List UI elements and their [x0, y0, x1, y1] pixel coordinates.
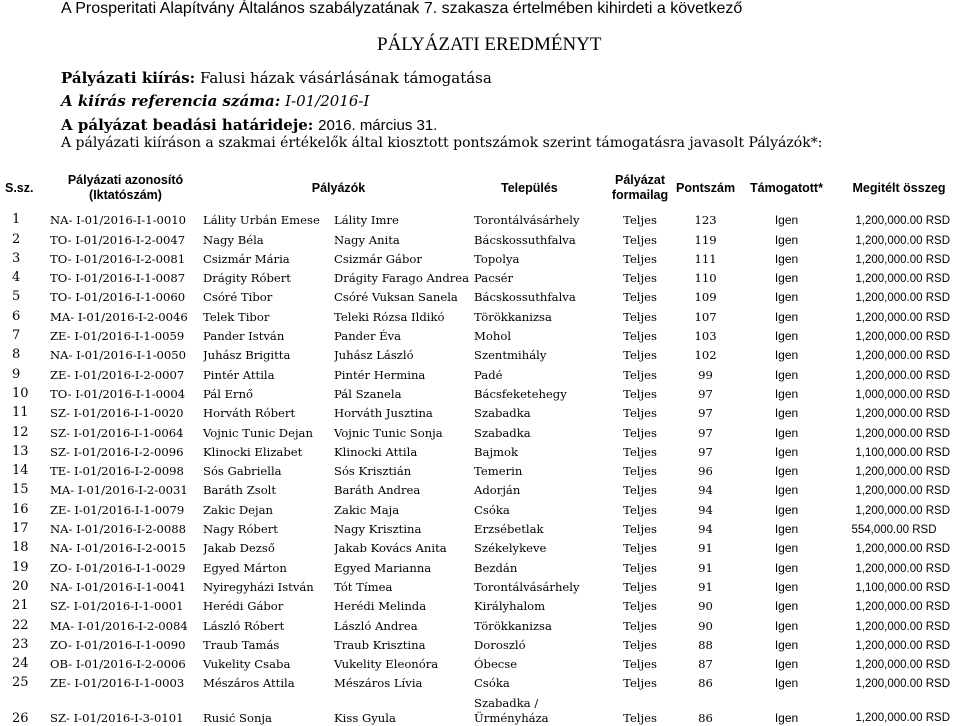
- applicant-2-cell: Horváth Jusztina: [334, 406, 433, 421]
- supported-cell: Igen: [774, 290, 799, 305]
- application-id-cell: ZE- I-01/2016-I-1-0079: [50, 502, 185, 517]
- table-row: [0, 671, 960, 690]
- row-number-cell: 26: [12, 711, 29, 726]
- awarded-amount-cell: 1,200,000.00 RSD: [855, 427, 951, 440]
- awarded-amount-cell: 1,200,000.00 RSD: [855, 234, 951, 247]
- points-cell: 91: [698, 579, 713, 594]
- table-row: [0, 652, 960, 671]
- form-status-cell: Teljes: [623, 522, 657, 537]
- row-number-cell: 25: [12, 675, 29, 691]
- applicant-2-cell: Mészáros Lívia: [334, 676, 423, 691]
- points-cell: 94: [698, 502, 713, 517]
- page-title: PÁLYÁZATI EREDMÉNYT: [377, 34, 602, 55]
- application-id-cell: NA- I-01/2016-I-1-0041: [50, 579, 186, 594]
- awarded-amount-cell: 1,100,000.00 RSD: [855, 581, 951, 594]
- application-id-cell: MA- I-01/2016-I-2-0084: [50, 618, 188, 633]
- form-status-cell: Teljes: [623, 213, 657, 228]
- applicant-2-cell: Zakic Maja: [334, 502, 400, 517]
- supported-cell: Igen: [774, 657, 799, 672]
- applicant-1-cell: Vojnic Tunic Dejan: [203, 425, 313, 440]
- supported-cell: Igen: [774, 599, 799, 614]
- table-row: [0, 285, 960, 304]
- points-cell: 97: [698, 386, 713, 401]
- table-row: [0, 420, 960, 439]
- table-row: [0, 497, 960, 516]
- supported-cell: Igen: [774, 367, 799, 382]
- awarded-amount-cell: 1,200,000.00 RSD: [855, 215, 951, 228]
- supported-cell: Igen: [774, 541, 799, 556]
- awarded-amount-cell: 1,200,000.00 RSD: [855, 253, 951, 266]
- points-cell: 94: [698, 522, 713, 537]
- points-cell: 90: [698, 618, 713, 633]
- awarded-amount-cell: 1,100,000.00 RSD: [855, 446, 951, 459]
- form-status-cell: Teljes: [623, 502, 657, 517]
- points-cell: 97: [698, 406, 713, 421]
- application-id-cell: TO- I-01/2016-I-1-0060: [50, 290, 186, 305]
- applicant-2-cell: Egyed Marianna: [334, 560, 432, 575]
- points-cell: 91: [698, 541, 713, 556]
- table-row: [0, 382, 960, 401]
- row-number-cell: 5: [12, 289, 21, 305]
- form-status-cell: Teljes: [623, 348, 657, 363]
- applicant-2-cell: Kiss Gyula: [334, 711, 396, 726]
- applicant-2-cell: Sós Krisztián: [334, 464, 412, 479]
- table-row: [0, 517, 960, 536]
- application-id-cell: TO- I-01/2016-I-1-0004: [50, 386, 186, 401]
- row-number-cell: 6: [12, 308, 21, 324]
- awarded-amount-cell: 1,200,000.00 RSD: [855, 678, 951, 691]
- application-id-cell: SZ- I-01/2016-I-2-0096: [50, 444, 184, 459]
- form-status-cell: Teljes: [623, 386, 657, 401]
- deadline-line: [61, 116, 437, 134]
- supported-cell: Igen: [774, 560, 799, 575]
- settlement-cell: Bácskossuthfalva: [474, 290, 576, 305]
- header-form: [604, 168, 676, 208]
- supported-cell: Igen: [774, 618, 799, 633]
- row-number-cell: 16: [12, 501, 29, 517]
- applicant-1-cell: Lálity Urbán Emese: [203, 213, 320, 228]
- supported-cell: Igen: [774, 502, 799, 517]
- row-number-cell: 4: [12, 270, 21, 286]
- applicant-1-cell: Vukelity Csaba: [203, 657, 291, 672]
- points-cell: 111: [694, 251, 717, 266]
- row-number-cell: 1: [12, 212, 21, 228]
- form-status-cell: Teljes: [623, 541, 657, 556]
- supported-cell: Igen: [774, 348, 799, 363]
- table-row: [0, 613, 960, 632]
- applicant-1-cell: Nagy Róbert: [203, 522, 278, 537]
- form-status-cell: Teljes: [623, 444, 657, 459]
- row-number-cell: 2: [12, 231, 21, 247]
- supported-cell: Igen: [774, 251, 799, 266]
- applicant-1-cell: Herédi Gábor: [203, 599, 284, 614]
- table-row: [0, 478, 960, 497]
- awarded-amount-cell: 1,200,000.00 RSD: [855, 659, 951, 672]
- proposal-text: A pályázati kiíráson a szakmai értékelők által kiosztott pontszámok szerint támogatásra javasolt Pályázók*:: [61, 135, 823, 151]
- table-row: [0, 324, 960, 343]
- applicant-1-cell: Sós Gabriella: [203, 464, 282, 479]
- reference-label: A kiírás referencia száma:: [61, 92, 281, 110]
- supported-cell: Igen: [774, 522, 799, 537]
- applicant-1-cell: Nagy Béla: [203, 232, 264, 247]
- form-status-cell: Teljes: [623, 309, 657, 324]
- points-cell: 97: [698, 444, 713, 459]
- application-id-cell: TE- I-01/2016-I-2-0098: [50, 464, 184, 479]
- applicant-2-cell: Vukelity Eleonóra: [334, 657, 439, 672]
- settlement-cell: Csóka: [474, 676, 510, 691]
- table-row: [0, 459, 960, 478]
- settlement-cell: Királyhalom: [474, 599, 546, 614]
- form-status-cell: Teljes: [623, 637, 657, 652]
- settlement-cell: Törökkanizsa: [474, 618, 552, 633]
- applicant-1-cell: Rusić Sonja: [203, 711, 272, 726]
- applicant-2-cell: Pintér Hermina: [334, 367, 426, 382]
- form-status-cell: Teljes: [623, 232, 657, 247]
- table-row: [0, 690, 960, 726]
- form-status-cell: Teljes: [623, 618, 657, 633]
- awarded-amount-cell: 1,200,000.00 RSD: [855, 620, 951, 633]
- supported-cell: Igen: [774, 406, 799, 421]
- reference-value: I-01/2016-I: [285, 92, 370, 110]
- row-number-cell: 20: [12, 578, 29, 594]
- application-id-cell: ZE- I-01/2016-I-1-0003: [50, 676, 185, 691]
- row-number-cell: 3: [12, 250, 21, 266]
- deadline-label: A pályázat beadási határideje:: [61, 116, 314, 134]
- awarded-amount-cell: 1,200,000.00 RSD: [855, 408, 951, 421]
- awarded-amount-cell: 1,200,000.00 RSD: [855, 543, 951, 556]
- application-id-cell: OB- I-01/2016-I-2-0006: [50, 657, 186, 672]
- application-id-cell: SZ- I-01/2016-I-1-0064: [50, 425, 184, 440]
- points-cell: 90: [698, 599, 713, 614]
- supported-cell: Igen: [774, 483, 799, 498]
- header-id-line1: Pályázati azonosító: [67, 173, 184, 187]
- header-id-line2: (Iktatószám): [89, 188, 162, 202]
- settlement-cell: Mohol: [474, 329, 512, 344]
- applicant-2-cell: Tót Tímea: [334, 579, 393, 594]
- table-row: [0, 633, 960, 652]
- applicant-2-cell: Traub Krisztina: [334, 637, 426, 652]
- header-supported: Támogatott*: [750, 180, 823, 195]
- points-cell: 123: [694, 213, 717, 228]
- supported-cell: Igen: [774, 329, 799, 344]
- awarded-amount-cell: 1,200,000.00 RSD: [855, 466, 951, 479]
- settlement-cell: Szabadka: [474, 425, 531, 440]
- awarded-amount-cell: 1,000,000.00 RSD: [855, 388, 951, 401]
- points-cell: 103: [694, 329, 717, 344]
- awarded-amount-cell: 1,200,000.00 RSD: [855, 562, 951, 575]
- points-cell: 96: [698, 464, 713, 479]
- awarded-amount-cell: 1,200,000.00 RSD: [855, 311, 951, 324]
- table-row: [0, 401, 960, 420]
- settlement-cell: Padé: [474, 367, 503, 382]
- awarded-amount-cell: 1,200,000.00 RSD: [855, 712, 951, 725]
- settlement-cell: Pacsér: [474, 271, 514, 286]
- points-cell: 102: [694, 348, 717, 363]
- points-cell: 94: [698, 483, 713, 498]
- applicant-1-cell: Telek Tibor: [203, 309, 270, 324]
- applicant-1-cell: Csóré Tibor: [203, 290, 273, 305]
- supported-cell: Igen: [774, 444, 799, 459]
- form-status-cell: Teljes: [623, 599, 657, 614]
- points-cell: 87: [698, 657, 713, 672]
- settlement-cell: Adorján: [474, 483, 521, 498]
- intro-text: A Prosperitati Alapítvány Általános szabályzatának 7. szakasza értelmében kihirdeti a következő: [61, 0, 743, 17]
- points-cell: 119: [694, 232, 717, 247]
- header-no: S.sz.: [5, 180, 34, 195]
- row-number-cell: 9: [12, 366, 21, 382]
- applicant-2-cell: Nagy Krisztina: [334, 522, 422, 537]
- awarded-amount-cell: 1,200,000.00 RSD: [855, 639, 951, 652]
- row-number-cell: 8: [12, 347, 21, 363]
- settlement-cell: Torontálvásárhely: [474, 213, 580, 228]
- table-row: [0, 362, 960, 381]
- row-number-cell: 11: [12, 405, 29, 421]
- application-id-cell: TO- I-01/2016-I-2-0081: [50, 251, 186, 266]
- applicant-1-cell: Mészáros Attila: [203, 676, 295, 691]
- header-amount: Megitélt összeg: [852, 180, 946, 195]
- awarded-amount-cell: 1,200,000.00 RSD: [855, 350, 951, 363]
- row-number-cell: 13: [12, 443, 29, 459]
- applicant-1-cell: Csizmár Mária: [203, 251, 290, 266]
- application-id-cell: NA- I-01/2016-I-1-0050: [50, 348, 186, 363]
- table-row: [0, 247, 960, 266]
- table-row: [0, 208, 960, 227]
- application-id-cell: SZ- I-01/2016-I-1-0020: [50, 406, 184, 421]
- form-status-cell: Teljes: [623, 290, 657, 305]
- applicant-1-cell: Klinocki Elizabet: [203, 444, 303, 459]
- points-cell: 99: [698, 367, 713, 382]
- applicant-2-cell: Herédi Melinda: [334, 599, 427, 614]
- table-row: [0, 536, 960, 555]
- row-number-cell: 14: [12, 463, 29, 479]
- applicant-1-cell: Juhász Brigitta: [203, 348, 291, 363]
- application-id-cell: SZ- I-01/2016-I-1-0001: [50, 599, 184, 614]
- settlement-cell: Topolya: [474, 251, 520, 266]
- applicant-2-cell: Nagy Anita: [334, 232, 400, 247]
- application-id-cell: MA- I-01/2016-I-2-0031: [50, 483, 188, 498]
- supported-cell: Igen: [774, 464, 799, 479]
- settlement-cell: Torontálvásárhely: [474, 579, 580, 594]
- form-status-cell: Teljes: [623, 657, 657, 672]
- applicant-2-cell: Pál Szanela: [334, 386, 402, 401]
- table-row: [0, 440, 960, 459]
- results-table-body: [0, 208, 960, 726]
- form-status-cell: Teljes: [623, 251, 657, 266]
- applicant-2-cell: Jakab Kovács Anita: [334, 541, 447, 556]
- row-number-cell: 17: [12, 521, 29, 537]
- applicant-1-cell: László Róbert: [203, 618, 285, 633]
- row-number-cell: 22: [12, 617, 29, 633]
- application-id-cell: MA- I-01/2016-I-2-0046: [50, 309, 188, 324]
- applicant-1-cell: Baráth Zsolt: [203, 483, 277, 498]
- header-form-line1: Pályázat: [615, 173, 666, 187]
- applicant-2-cell: Teleki Rózsa Ildikó: [334, 309, 445, 324]
- awarded-amount-cell: 554,000.00 RSD: [851, 524, 937, 537]
- points-cell: 107: [694, 309, 717, 324]
- supported-cell: Igen: [774, 213, 799, 228]
- applicant-1-cell: Pintér Attila: [203, 367, 275, 382]
- table-row: [0, 304, 960, 323]
- applicant-2-cell: Lálity Imre: [334, 213, 399, 228]
- settlement-cell: Szentmihály: [474, 348, 547, 363]
- application-id-cell: ZO- I-01/2016-I-1-0029: [50, 560, 186, 575]
- form-status-cell: Teljes: [623, 367, 657, 382]
- settlement-cell: Bajmok: [474, 444, 519, 459]
- supported-cell: Igen: [774, 309, 799, 324]
- form-status-cell: Teljes: [623, 579, 657, 594]
- settlement-cell: Temerin: [474, 464, 523, 479]
- applicant-2-cell: László Andrea: [334, 618, 418, 633]
- applicant-1-cell: Egyed Márton: [203, 560, 287, 575]
- header-form-line2: formailag: [611, 188, 669, 202]
- points-cell: 91: [698, 560, 713, 575]
- application-id-cell: TO- I-01/2016-I-1-0087: [50, 271, 186, 286]
- points-cell: 97: [698, 425, 713, 440]
- applicant-1-cell: Drágity Róbert: [203, 271, 291, 286]
- row-number-cell: 7: [12, 328, 21, 344]
- row-number-cell: 12: [12, 424, 29, 440]
- header-points: Pontszám: [676, 180, 736, 195]
- applicant-1-cell: Horváth Róbert: [203, 406, 296, 421]
- application-id-cell: NA- I-01/2016-I-1-0010: [50, 213, 186, 228]
- table-row: [0, 575, 960, 594]
- applicant-2-cell: Drágity Farago Andrea: [334, 271, 470, 286]
- awarded-amount-cell: 1,200,000.00 RSD: [855, 504, 951, 517]
- supported-cell: Igen: [774, 232, 799, 247]
- applicant-2-cell: Baráth Andrea: [334, 483, 421, 498]
- deadline-value: 2016. március 31.: [318, 117, 438, 134]
- application-id-cell: TO- I-01/2016-I-2-0047: [50, 232, 186, 247]
- row-number-cell: 24: [12, 656, 29, 672]
- settlement-cell: Doroszló: [474, 637, 526, 652]
- supported-cell: Igen: [774, 271, 799, 286]
- applicant-1-cell: Pander István: [203, 329, 285, 344]
- supported-cell: Igen: [774, 637, 799, 652]
- table-row: [0, 266, 960, 285]
- settlement-cell: Szabadka / Ürményháza: [474, 696, 549, 726]
- applicant-2-cell: Csóré Vuksan Sanela: [334, 290, 458, 305]
- points-cell: 109: [694, 290, 717, 305]
- table-row: [0, 343, 960, 362]
- form-status-cell: Teljes: [623, 560, 657, 575]
- awarded-amount-cell: 1,200,000.00 RSD: [855, 485, 951, 498]
- applicant-2-cell: Pander Éva: [334, 329, 402, 344]
- application-id-cell: NA- I-01/2016-I-2-0015: [50, 541, 186, 556]
- awarded-amount-cell: 1,200,000.00 RSD: [855, 369, 951, 382]
- settlement-cell: Erzsébetlak: [474, 522, 544, 537]
- supported-cell: Igen: [774, 425, 799, 440]
- awarded-amount-cell: 1,200,000.00 RSD: [855, 601, 951, 614]
- form-status-cell: Teljes: [623, 406, 657, 421]
- form-status-cell: Teljes: [623, 425, 657, 440]
- applicant-1-cell: Zakic Dejan: [203, 502, 274, 517]
- form-status-cell: Teljes: [623, 329, 657, 344]
- header-applicants: Pályázók: [311, 180, 366, 195]
- call-value: Falusi házak vásárlásának támogatása: [200, 69, 492, 87]
- row-number-cell: 18: [12, 540, 29, 556]
- awarded-amount-cell: 1,200,000.00 RSD: [855, 292, 951, 305]
- table-header-row: [0, 168, 960, 208]
- settlement-cell: Bácsfeketehegy: [474, 386, 567, 401]
- supported-cell: Igen: [774, 579, 799, 594]
- row-number-cell: 23: [12, 636, 29, 652]
- row-number-cell: 19: [12, 559, 29, 575]
- points-cell: 86: [698, 711, 713, 726]
- settlement-cell: Törökkanizsa: [474, 309, 552, 324]
- table-row: [0, 555, 960, 574]
- row-number-cell: 15: [12, 482, 29, 498]
- row-number-cell: 21: [12, 598, 29, 614]
- form-status-cell: Teljes: [623, 271, 657, 286]
- applicant-1-cell: Pál Ernő: [203, 386, 254, 401]
- settlement-cell: Bezdán: [474, 560, 518, 575]
- call-line: [61, 69, 492, 87]
- row-number-cell: 10: [12, 385, 29, 401]
- header-id: [48, 168, 203, 208]
- results-table: [0, 168, 960, 726]
- form-status-cell: Teljes: [623, 676, 657, 691]
- points-cell: 88: [698, 637, 713, 652]
- applicant-2-cell: Klinocki Attila: [334, 444, 418, 459]
- application-id-cell: ZE- I-01/2016-I-2-0007: [50, 367, 185, 382]
- applicant-1-cell: Traub Tamás: [203, 637, 280, 652]
- applicant-1-cell: Nyiregyházi István: [203, 579, 314, 594]
- supported-cell: Igen: [774, 676, 799, 691]
- table-row: [0, 594, 960, 613]
- supported-cell: Igen: [774, 386, 799, 401]
- table-row: [0, 227, 960, 246]
- applicant-2-cell: Csizmár Gábor: [334, 251, 422, 266]
- supported-cell: Igen: [774, 711, 799, 726]
- form-status-cell: Teljes: [623, 464, 657, 479]
- awarded-amount-cell: 1,200,000.00 RSD: [855, 331, 951, 344]
- applicant-2-cell: Vojnic Tunic Sonja: [334, 425, 443, 440]
- applicant-1-cell: Jakab Dezső: [203, 541, 275, 556]
- settlement-cell: Csóka: [474, 502, 510, 517]
- settlement-cell: Szabadka: [474, 406, 531, 421]
- form-status-cell: Teljes: [623, 711, 657, 726]
- settlement-cell: Székelykeve: [474, 541, 547, 556]
- application-id-cell: NA- I-01/2016-I-2-0088: [50, 522, 186, 537]
- awarded-amount-cell: 1,200,000.00 RSD: [855, 273, 951, 286]
- applicant-2-cell: Juhász László: [334, 348, 414, 363]
- application-id-cell: SZ- I-01/2016-I-3-0101: [50, 711, 184, 726]
- application-id-cell: ZE- I-01/2016-I-1-0059: [50, 329, 185, 344]
- settlement-cell: Óbecse: [474, 657, 518, 672]
- call-label: Pályázati kiírás:: [61, 69, 196, 87]
- points-cell: 86: [698, 676, 713, 691]
- form-status-cell: Teljes: [623, 483, 657, 498]
- settlement-cell: Bácskossuthfalva: [474, 232, 576, 247]
- points-cell: 110: [694, 271, 717, 286]
- application-id-cell: ZO- I-01/2016-I-1-0090: [50, 637, 186, 652]
- header-settlement: Település: [501, 180, 558, 195]
- reference-line: [61, 92, 369, 110]
